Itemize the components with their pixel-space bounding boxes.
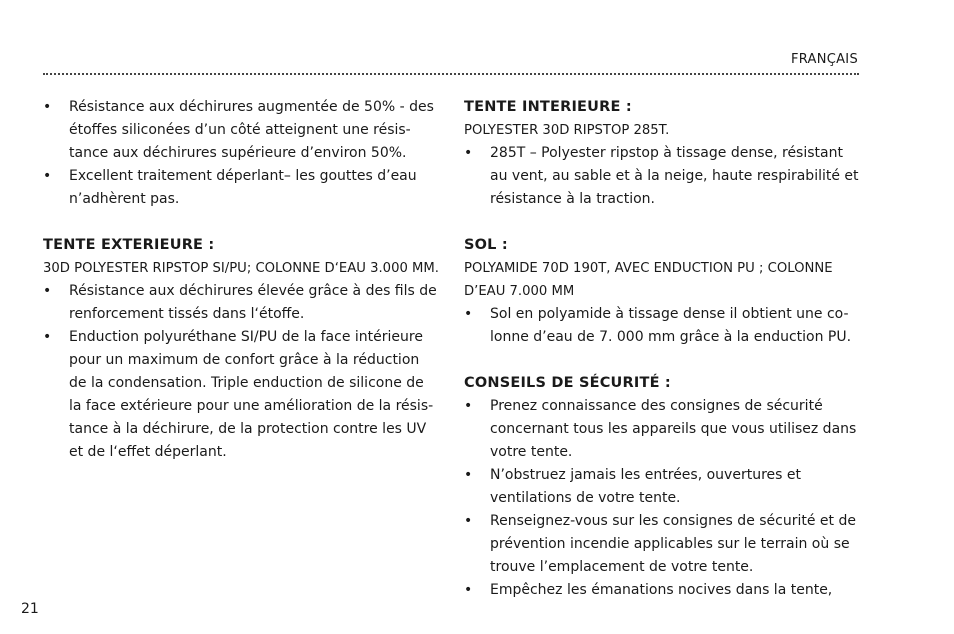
list-item [464,510,860,579]
sol-section [464,234,860,349]
left-column [43,96,439,487]
bullet-list [464,142,860,211]
bullet-icon: • [464,467,473,483]
list-item [43,280,439,326]
bullet-icon: • [43,283,52,299]
list-item-text: Enduction polyuréthane SI/PU de la face intérieure pour un maximum de confort grâce à la réduction de la condensation. Triple enduction de silicone de la face extérieure pour une amélioration de la résis-tance à la déchirure, de la protection contre les UV et de l‘effet déperlant. [69,329,434,460]
section-heading: TENTE EXTERIEURE : [43,237,215,253]
section-spec: 30D POLYESTER RIPSTOP SI/PU; COLONNE D‘EAU 3.000 MM. [43,261,439,276]
list-item-text: Empêchez les émanations nocives dans la tente, [490,582,833,598]
bullet-icon: • [464,398,473,414]
page-number: 21 [21,601,39,617]
intro-section [43,96,439,211]
list-item-text: N’obstruez jamais les entrées, ouvertures et ventilations de votre tente. [490,467,801,506]
section-spec: POLYAMIDE 70D 190T, AVEC ENDUCTION PU ; COLONNE D’EAU 7.000 MM [464,261,833,299]
tente-exterieure-section [43,234,439,464]
section-heading: TENTE INTERIEURE : [464,99,632,115]
list-item-text: Excellent traitement déperlant– les gouttes d’eau n’adhèrent pas. [69,168,417,207]
bullet-icon: • [464,145,473,161]
list-item [43,96,439,165]
tente-interieure-section [464,96,860,211]
list-item-text: 285T – Polyester ripstop à tissage dense, résistant au vent, au sable et à la neige, haute respirabilité et résistance à la traction. [490,145,859,207]
bullet-icon: • [43,168,52,184]
right-column [464,96,860,625]
list-item [464,303,860,349]
bullet-icon: • [43,99,52,115]
list-item [464,142,860,211]
list-item-text: Résistance aux déchirures élevée grâce à des fils de renforcement tissés dans l‘étoffe. [69,283,437,322]
list-item [464,395,860,464]
bullet-icon: • [43,329,52,345]
list-item-text: Prenez connaissance des consignes de sécurité concernant tous les appareils que vous utilisez dans votre tente. [490,398,857,460]
bullet-list [43,280,439,464]
list-item [464,464,860,510]
intro-bullet-list [43,96,439,211]
list-item [43,165,439,211]
section-spec: POLYESTER 30D RIPSTOP 285T. [464,123,670,138]
section-heading: CONSEILS DE SÉCURITÉ : [464,375,671,391]
conseils-section [464,372,860,602]
list-item-text: Sol en polyamide à tissage dense il obtient une co-lonne d’eau de 7. 000 mm grâce à la enduction PU. [490,306,852,345]
language-label: FRANÇAIS [790,52,858,67]
list-item-text: Renseignez-vous sur les consignes de sécurité et de prévention incendie applicables sur le terrain où se trouve l’emplacement de votre tente. [490,513,856,575]
list-item [464,579,860,602]
bullet-list [464,395,860,602]
bullet-list [464,303,860,349]
section-heading: SOL : [464,237,508,253]
list-item-text: Résistance aux déchirures augmentée de 50% - des étoffes siliconées d’un côté atteignent une résis-tance aux déchirures supérieure d’environ 50%. [69,99,434,161]
dotted-divider [43,73,859,75]
bullet-icon: • [464,513,473,529]
bullet-icon: • [464,582,473,598]
list-item [43,326,439,464]
bullet-icon: • [464,306,473,322]
